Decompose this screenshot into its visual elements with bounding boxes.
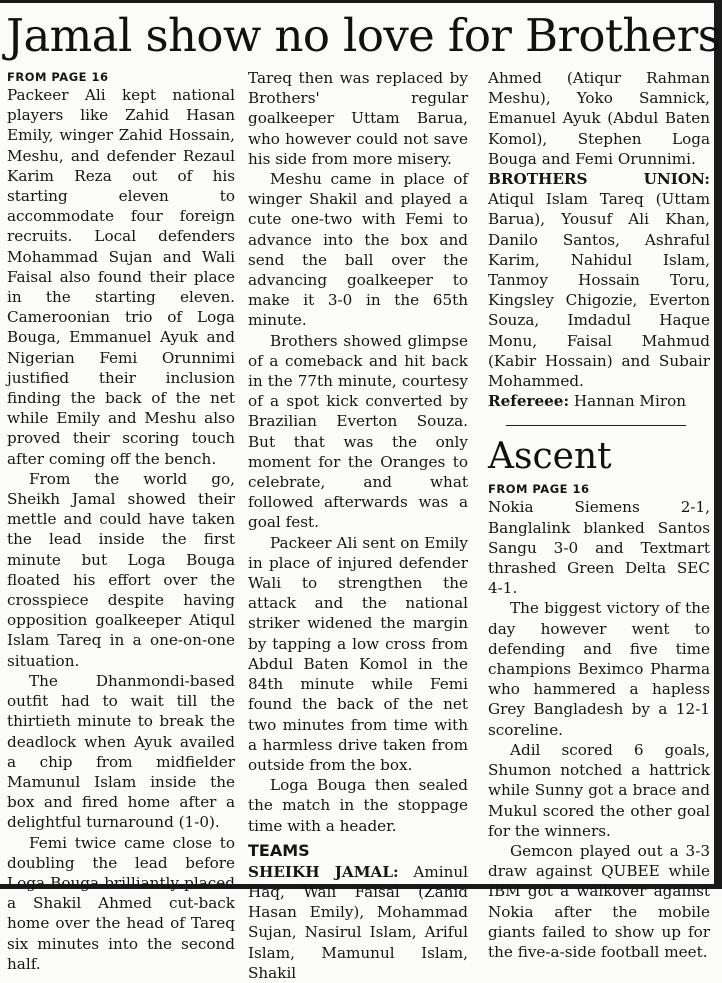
paragraph: The biggest victory of the day however went to defending and five time champions Beximco Pharma who hammered a hapless Grey Bangladesh by a 12-1 scoreline.: [488, 599, 710, 739]
kicker-from-page: FROM PAGE 16: [7, 70, 109, 84]
team-label-brothers-union: BROTHERS UNION:: [488, 170, 710, 189]
lineup-sheikh-jamal: [248, 862, 468, 983]
team-label-sheikh-jamal: SHEIKH JAMAL:: [248, 862, 399, 881]
divider-rule: [506, 425, 686, 426]
column-3: [488, 68, 710, 962]
side-headline: Ascent: [488, 436, 612, 478]
paragraph: Meshu came in place of winger Shakil and played a cute one-two with Femi to advance into the box and send the ball over the advancing goalkeeper to make it 3-0 in the 65th minute.: [248, 170, 468, 330]
column-2: [248, 68, 468, 983]
paragraph: Brothers showed glimpse of a comeback and hit back in the 77th minute, courtesy of a spot kick converted by Brazilian Everton Souza. But that was the only moment for the Oranges to celebrate, and what followed afterwards was a goal fest.: [248, 331, 468, 532]
paragraph: Nokia Siemens 2-1, Banglalink blanked Santos Sangu 3-0 and Textmart thrashed Green Delta SEC 4-1.: [488, 498, 710, 598]
page-border-right: [714, 0, 722, 889]
lineup-brothers-union: [488, 169, 710, 391]
lineup-text: Aminul Haq, Wali Faisal (Zahid Hasan Emily), Mohammad Sujan, Nasirul Islam, Ariful Islam, Mamunul Islam, Shakil: [248, 862, 469, 982]
paragraph: From the world go, Sheikh Jamal showed their mettle and could have taken the lead inside the first minute but Loga Bouga floated his effort over the crosspiece despite having opposition goalkeeper Atiqul Islam Tareq in a one-on-one situation.: [7, 469, 235, 670]
headline: Jamal show no love for Brothers: [6, 9, 721, 62]
column-1: [7, 68, 235, 974]
page-border-top: [0, 0, 722, 3]
referee-label: Refereee:: [488, 392, 570, 411]
paragraph: Tareq then was replaced by Brothers' regular goalkeeper Uttam Barua, who however could not save his side from more misery.: [248, 69, 468, 168]
paragraph: Gemcon played out a 3-3 draw against QUBEE while IBM got a walkover against Nokia after the mobile giants failed to show up for the five-a-side football meet.: [488, 841, 710, 961]
paragraph: Adil scored 6 goals, Shumon notched a hattrick while Sunny got a brace and Mukul scored the other goal for the winners.: [488, 740, 710, 840]
referee-name: Hannan Miron: [573, 392, 687, 411]
paragraph: Packeer Ali sent on Emily in place of injured defender Wali to strengthen the attack and the national striker widened the margin by tapping a low cross from Abdul Baten Komol in the 84th minute while Femi found the back of the net two minutes from time with a harmless drive taken from outside from the box.: [248, 533, 468, 774]
lineup-sheikh-jamal-continued: Ahmed (Atiqur Rahman Meshu), Yoko Samnick, Emanuel Ayuk (Abdul Baten Komol), Stephen Loga Bouga and Femi Orunnimi.: [488, 69, 710, 168]
teams-heading: TEAMS: [248, 840, 310, 860]
paragraph: Loga Bouga then sealed the match in the stoppage time with a header.: [248, 776, 468, 835]
referee-line: [488, 391, 710, 411]
paragraph: The Dhanmondi-based outfit had to wait till the thirtieth minute to break the deadlock when Ayuk availed a chip from midfielder Mamunul Islam inside the box and fired home after a delightful turnaround (1-0).: [7, 671, 235, 832]
side-kicker-from-page: FROM PAGE 16: [488, 482, 590, 497]
paragraph: Femi twice came close to doubling the lead before Loga Bouga brilliantly placed a Shakil Ahmed cut-back home over the head of Tareq six minutes into the second half.: [7, 833, 235, 973]
paragraph: Packeer Ali kept national players like Zahid Hasan Emily, winger Zahid Hossain, Meshu, and defender Rezaul Karim Reza out of his starting eleven to accommodate four foreign recruits. Local defenders Mohammad Sujan and Wali Faisal also found their place in the starting eleven. Cameroonian trio of Loga Bouga, Emmanuel Ayuk and Nigerian Femi Orunnimi justified their inclusion finding the back of the net while Emily and Meshu also proved their scoring touch after coming off the bench.: [7, 86, 235, 468]
lineup-text: Atiqul Islam Tareq (Uttam Barua), Yousuf Ali Khan, Danilo Santos, Ashraful Karim, Nahidul Islam, Tanmoy Hossain Toru, Kingsley Chigozie, Everton Souza, Imdadul Haque Monu, Faisal Mahmud (Kabir Hossain) and Subair Mohammed.: [488, 190, 710, 391]
